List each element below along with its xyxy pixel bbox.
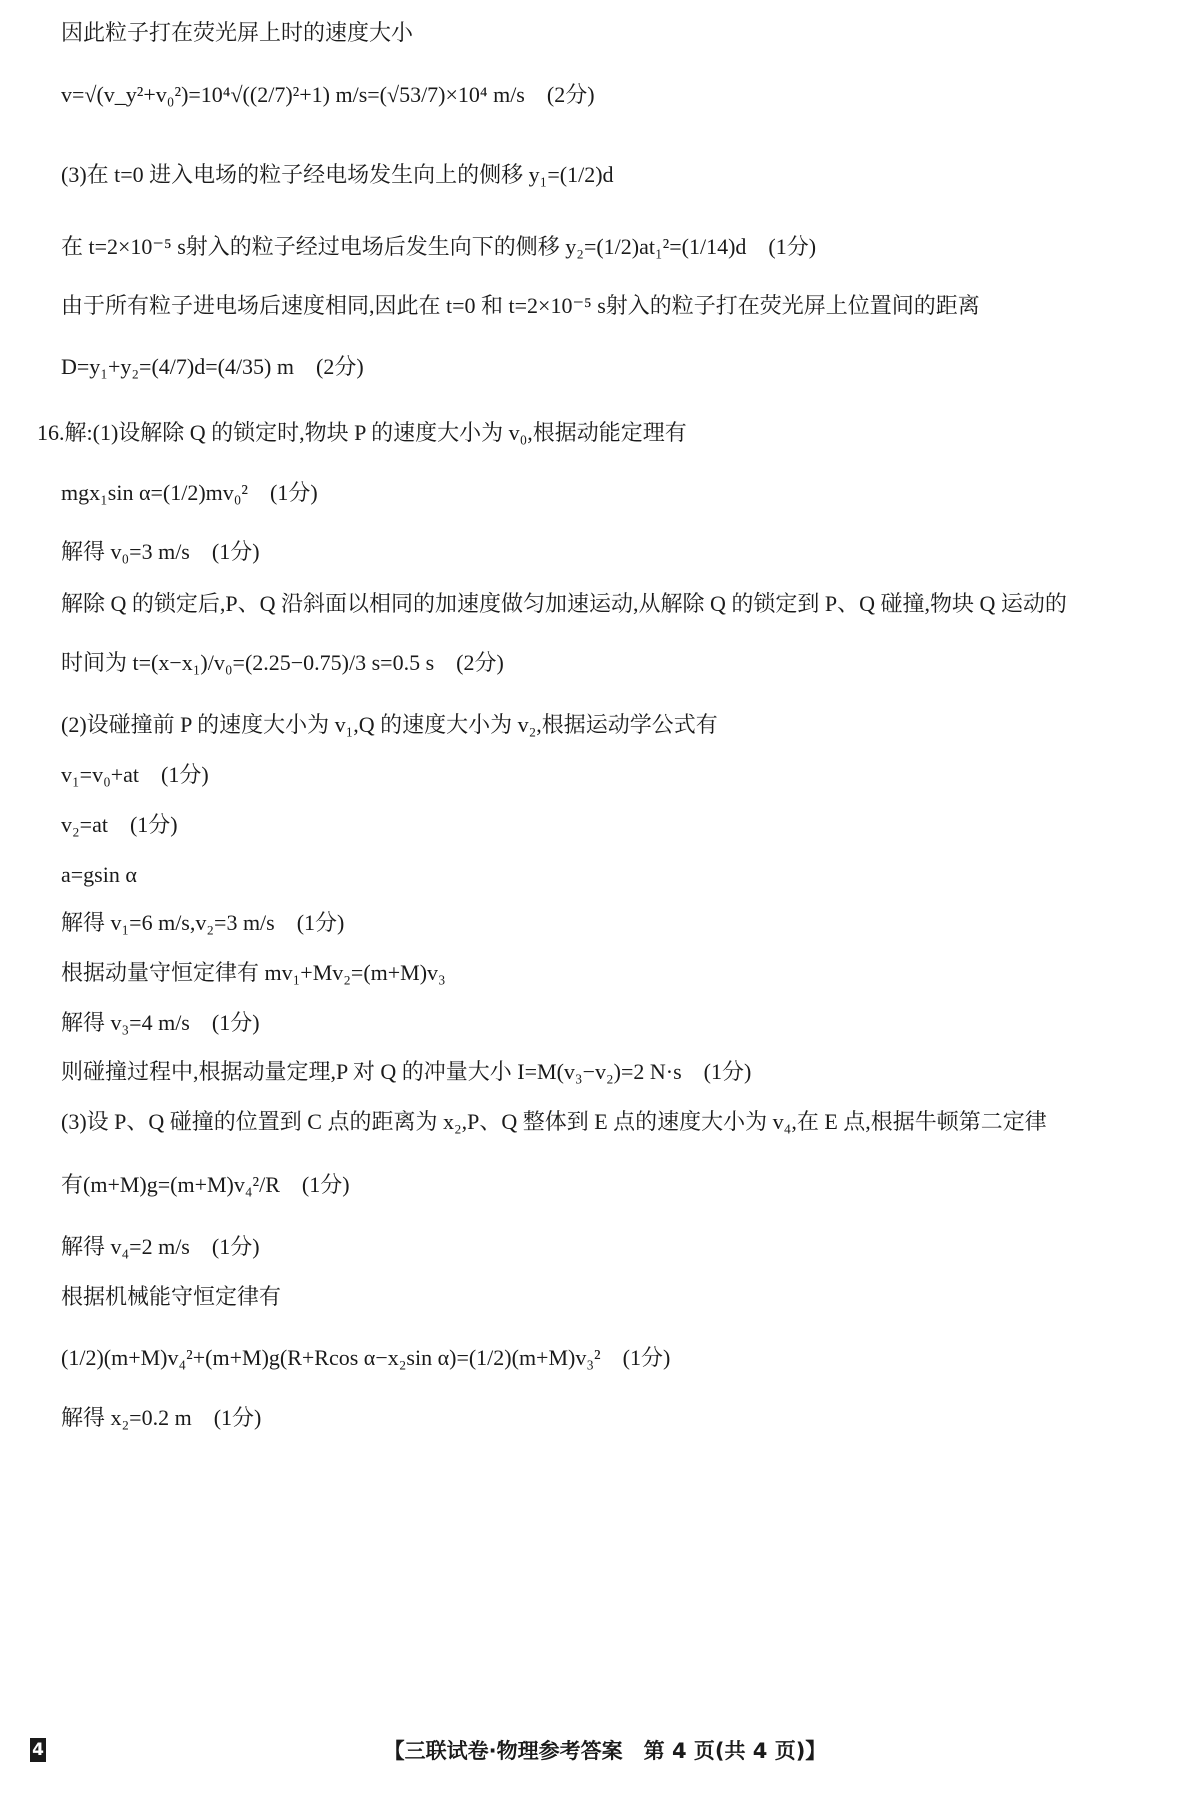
text-line: (1/2)(m+M)v₄²+(m+M)g(R+Rcos α−x₂sin α)=(1/2)(m+M)v₃² (1分) — [61, 1345, 671, 1370]
text-line: v₁=v₀+at (1分) — [61, 762, 209, 787]
text-line: 解得 v₀=3 m/s (1分) — [61, 539, 260, 564]
text-line: 根据机械能守恒定律有 — [61, 1284, 282, 1309]
text-line: mgx₁sin α=(1/2)mv₀² (1分) — [61, 480, 318, 505]
text-line: 根据动量守恒定律有 mv₁+Mv₂=(m+M)v₃ — [61, 960, 446, 985]
page-number-badge: 4 — [30, 1738, 46, 1762]
text-line: (2)设碰撞前 P 的速度大小为 v₁,Q 的速度大小为 v₂,根据运动学公式有 — [61, 712, 718, 737]
text-line: (3)设 P、Q 碰撞的位置到 C 点的距离为 x₂,P、Q 整体到 E 点的速度大小为 v₄,在 E 点,根据牛顿第二定律 — [61, 1109, 1047, 1134]
text-line: 有(m+M)g=(m+M)v₄²/R (1分) — [61, 1172, 350, 1197]
text-line: D=y₁+y₂=(4/7)d=(4/35) m (2分) — [61, 354, 364, 379]
text-line: v₂=at (1分) — [61, 812, 178, 837]
text-line: 解得 v₃=4 m/s (1分) — [61, 1010, 260, 1035]
text-line: 由于所有粒子进电场后速度相同,因此在 t=0 和 t=2×10⁻⁵ s射入的粒子打在荧光屏上位置间的距离 — [61, 293, 980, 318]
text-line: v=√(v_y²+v₀²)=10⁴√((2/7)²+1) m/s=(√53/7)×10⁴ m/s (2分) — [61, 82, 595, 107]
page-footer — [30, 1736, 1180, 1770]
footer-title: 【三联试卷·物理参考答案 第 4 页(共 4 页)】 — [383, 1739, 827, 1763]
text-line: 16.解:(1)设解除 Q 的锁定时,物块 P 的速度大小为 v₀,根据动能定理有 — [37, 420, 687, 445]
text-line: 解得 v₄=2 m/s (1分) — [61, 1234, 260, 1259]
text-line: 解得 v₁=6 m/s,v₂=3 m/s (1分) — [61, 910, 345, 935]
text-line: (3)在 t=0 进入电场的粒子经电场发生向上的侧移 y₁=(1/2)d — [61, 162, 614, 187]
text-line: 在 t=2×10⁻⁵ s射入的粒子经过电场后发生向下的侧移 y₂=(1/2)at₁²=(1/14)d (1分) — [61, 234, 817, 259]
text-line: a=gsin α — [61, 862, 137, 887]
text-line: 解得 x₂=0.2 m (1分) — [61, 1405, 262, 1430]
text-line: 则碰撞过程中,根据动量定理,P 对 Q 的冲量大小 I=M(v₃−v₂)=2 N·s (1分) — [61, 1059, 752, 1084]
text-line: 时间为 t=(x−x₁)/v₀=(2.25−0.75)/3 s=0.5 s (2分) — [61, 650, 504, 675]
text-line: 因此粒子打在荧光屏上时的速度大小 — [61, 20, 414, 45]
text-line: 解除 Q 的锁定后,P、Q 沿斜面以相同的加速度做匀加速运动,从解除 Q 的锁定到 P、Q 碰撞,物块 Q 运动的 — [61, 591, 1067, 616]
